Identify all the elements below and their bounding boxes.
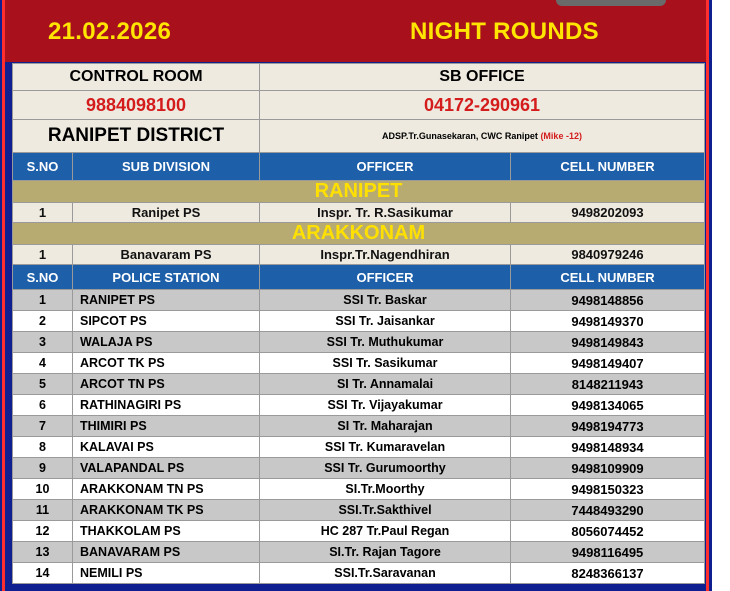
station-cell: ARAKKONAM TK PS xyxy=(73,500,260,521)
cell-number-cell: 9498149407 xyxy=(511,353,705,374)
control-room-number: 9884098100 xyxy=(13,91,260,120)
cell-number-cell: 9498202093 xyxy=(511,203,705,223)
adsp-name: ADSP.Tr.Gunasekaran, CWC Ranipet xyxy=(382,131,538,141)
sno-cell: 11 xyxy=(13,500,73,521)
unit-cell: Ranipet PS xyxy=(73,203,260,223)
station-cell: THIMIRI PS xyxy=(73,416,260,437)
station-row xyxy=(13,437,705,458)
info-numbers-row xyxy=(13,91,705,120)
left-red-stripe xyxy=(2,0,5,591)
header-date: 21.02.2026 xyxy=(48,18,172,45)
officer-cell: SSI Tr. Muthukumar xyxy=(260,332,511,353)
col-cell-number: CELL NUMBER xyxy=(511,265,705,290)
sno-cell: 14 xyxy=(13,563,73,584)
cell-number-cell: 9840979246 xyxy=(511,245,705,265)
col-sno: S.NO xyxy=(13,265,73,290)
officer-cell: SI Tr. Maharajan xyxy=(260,416,511,437)
sno-cell: 2 xyxy=(13,311,73,332)
officer-cell: SSI.Tr.Sakthivel xyxy=(260,500,511,521)
station-cell: BANAVARAM PS xyxy=(73,542,260,563)
officer-cell: SSI.Tr.Saravanan xyxy=(260,563,511,584)
sno-cell: 10 xyxy=(13,479,73,500)
station-cell: ARAKKONAM TN PS xyxy=(73,479,260,500)
col-officer: OFFICER xyxy=(260,153,511,181)
sb-office-label: SB OFFICE xyxy=(260,64,705,91)
col-police-station: POLICE STATION xyxy=(73,265,260,290)
sno-cell: 13 xyxy=(13,542,73,563)
cell-number-cell: 8248366137 xyxy=(511,563,705,584)
station-row xyxy=(13,500,705,521)
col-officer: OFFICER xyxy=(260,265,511,290)
cell-number-cell: 8056074452 xyxy=(511,521,705,542)
sno-cell: 8 xyxy=(13,437,73,458)
officer-cell: Inspr. Tr. R.Sasikumar xyxy=(260,203,511,223)
officer-cell: SSI Tr. Vijayakumar xyxy=(260,395,511,416)
station-row xyxy=(13,563,705,584)
officer-cell: HC 287 Tr.Paul Regan xyxy=(260,521,511,542)
cell-number-cell: 9498109909 xyxy=(511,458,705,479)
col-cell-number: CELL NUMBER xyxy=(511,153,705,181)
sno-cell: 1 xyxy=(13,203,73,223)
sno-cell: 9 xyxy=(13,458,73,479)
subdivision-header-row xyxy=(13,153,705,181)
station-header-row xyxy=(13,265,705,290)
station-row xyxy=(13,290,705,311)
cell-number-cell: 8148211943 xyxy=(511,374,705,395)
section-title: RANIPET xyxy=(13,181,705,203)
sno-cell: 4 xyxy=(13,353,73,374)
station-row xyxy=(13,353,705,374)
cell-number-cell: 9498134065 xyxy=(511,395,705,416)
sno-cell: 12 xyxy=(13,521,73,542)
officer-cell: SI.Tr. Rajan Tagore xyxy=(260,542,511,563)
officer-cell: Inspr.Tr.Nagendhiran xyxy=(260,245,511,265)
sb-office-number: 04172-290961 xyxy=(260,91,705,120)
col-sub-division: SUB DIVISION xyxy=(73,153,260,181)
station-row xyxy=(13,521,705,542)
station-row xyxy=(13,332,705,353)
section-band-arakkonam xyxy=(13,223,705,245)
header-title: NIGHT ROUNDS xyxy=(410,18,599,45)
section-band-ranipet xyxy=(13,181,705,203)
station-cell: ARCOT TK PS xyxy=(73,353,260,374)
sno-cell: 1 xyxy=(13,245,73,265)
col-sno: S.NO xyxy=(13,153,73,181)
info-district-row xyxy=(13,120,705,153)
station-row xyxy=(13,542,705,563)
cell-number-cell: 9498150323 xyxy=(511,479,705,500)
station-cell: ARCOT TN PS xyxy=(73,374,260,395)
unit-cell: Banavaram PS xyxy=(73,245,260,265)
station-cell: KALAVAI PS xyxy=(73,437,260,458)
station-row xyxy=(13,395,705,416)
header-band xyxy=(4,0,708,62)
officer-cell: SSI Tr. Baskar xyxy=(260,290,511,311)
cell-number-cell: 9498116495 xyxy=(511,542,705,563)
station-row xyxy=(13,479,705,500)
station-cell: THAKKOLAM PS xyxy=(73,521,260,542)
cell-number-cell: 7448493290 xyxy=(511,500,705,521)
station-cell: NEMILI PS xyxy=(73,563,260,584)
station-row xyxy=(13,311,705,332)
sno-cell: 6 xyxy=(13,395,73,416)
district-name: RANIPET DISTRICT xyxy=(13,120,260,153)
cell-number-cell: 9498149843 xyxy=(511,332,705,353)
officer-cell: SI.Tr.Moorthy xyxy=(260,479,511,500)
sno-cell: 1 xyxy=(13,290,73,311)
control-room-label: CONTROL ROOM xyxy=(13,64,260,91)
photo-strip xyxy=(556,0,666,6)
sno-cell: 3 xyxy=(13,332,73,353)
subdivision-row xyxy=(13,203,705,223)
station-cell: RANIPET PS xyxy=(73,290,260,311)
station-cell: SIPCOT PS xyxy=(73,311,260,332)
station-cell: RATHINAGIRI PS xyxy=(73,395,260,416)
cell-number-cell: 9498194773 xyxy=(511,416,705,437)
sno-cell: 5 xyxy=(13,374,73,395)
cell-number-cell: 9498149370 xyxy=(511,311,705,332)
cell-number-cell: 9498148934 xyxy=(511,437,705,458)
officer-cell: SSI Tr. Kumaravelan xyxy=(260,437,511,458)
subdivision-row xyxy=(13,245,705,265)
station-row xyxy=(13,374,705,395)
officer-cell: SSI Tr. Gurumoorthy xyxy=(260,458,511,479)
info-labels-row xyxy=(13,64,705,91)
officer-cell: SI Tr. Annamalai xyxy=(260,374,511,395)
cell-number-cell: 9498148856 xyxy=(511,290,705,311)
station-row xyxy=(13,416,705,437)
roster-table xyxy=(12,63,705,584)
right-red-stripe xyxy=(706,0,709,591)
station-cell: WALAJA PS xyxy=(73,332,260,353)
section-title: ARAKKONAM xyxy=(13,223,705,245)
officer-cell: SSI Tr. Jaisankar xyxy=(260,311,511,332)
adsp-mike: (Mike -12) xyxy=(540,131,582,141)
station-row xyxy=(13,458,705,479)
adsp-officer xyxy=(260,120,705,153)
officer-cell: SSI Tr. Sasikumar xyxy=(260,353,511,374)
sno-cell: 7 xyxy=(13,416,73,437)
station-cell: VALAPANDAL PS xyxy=(73,458,260,479)
